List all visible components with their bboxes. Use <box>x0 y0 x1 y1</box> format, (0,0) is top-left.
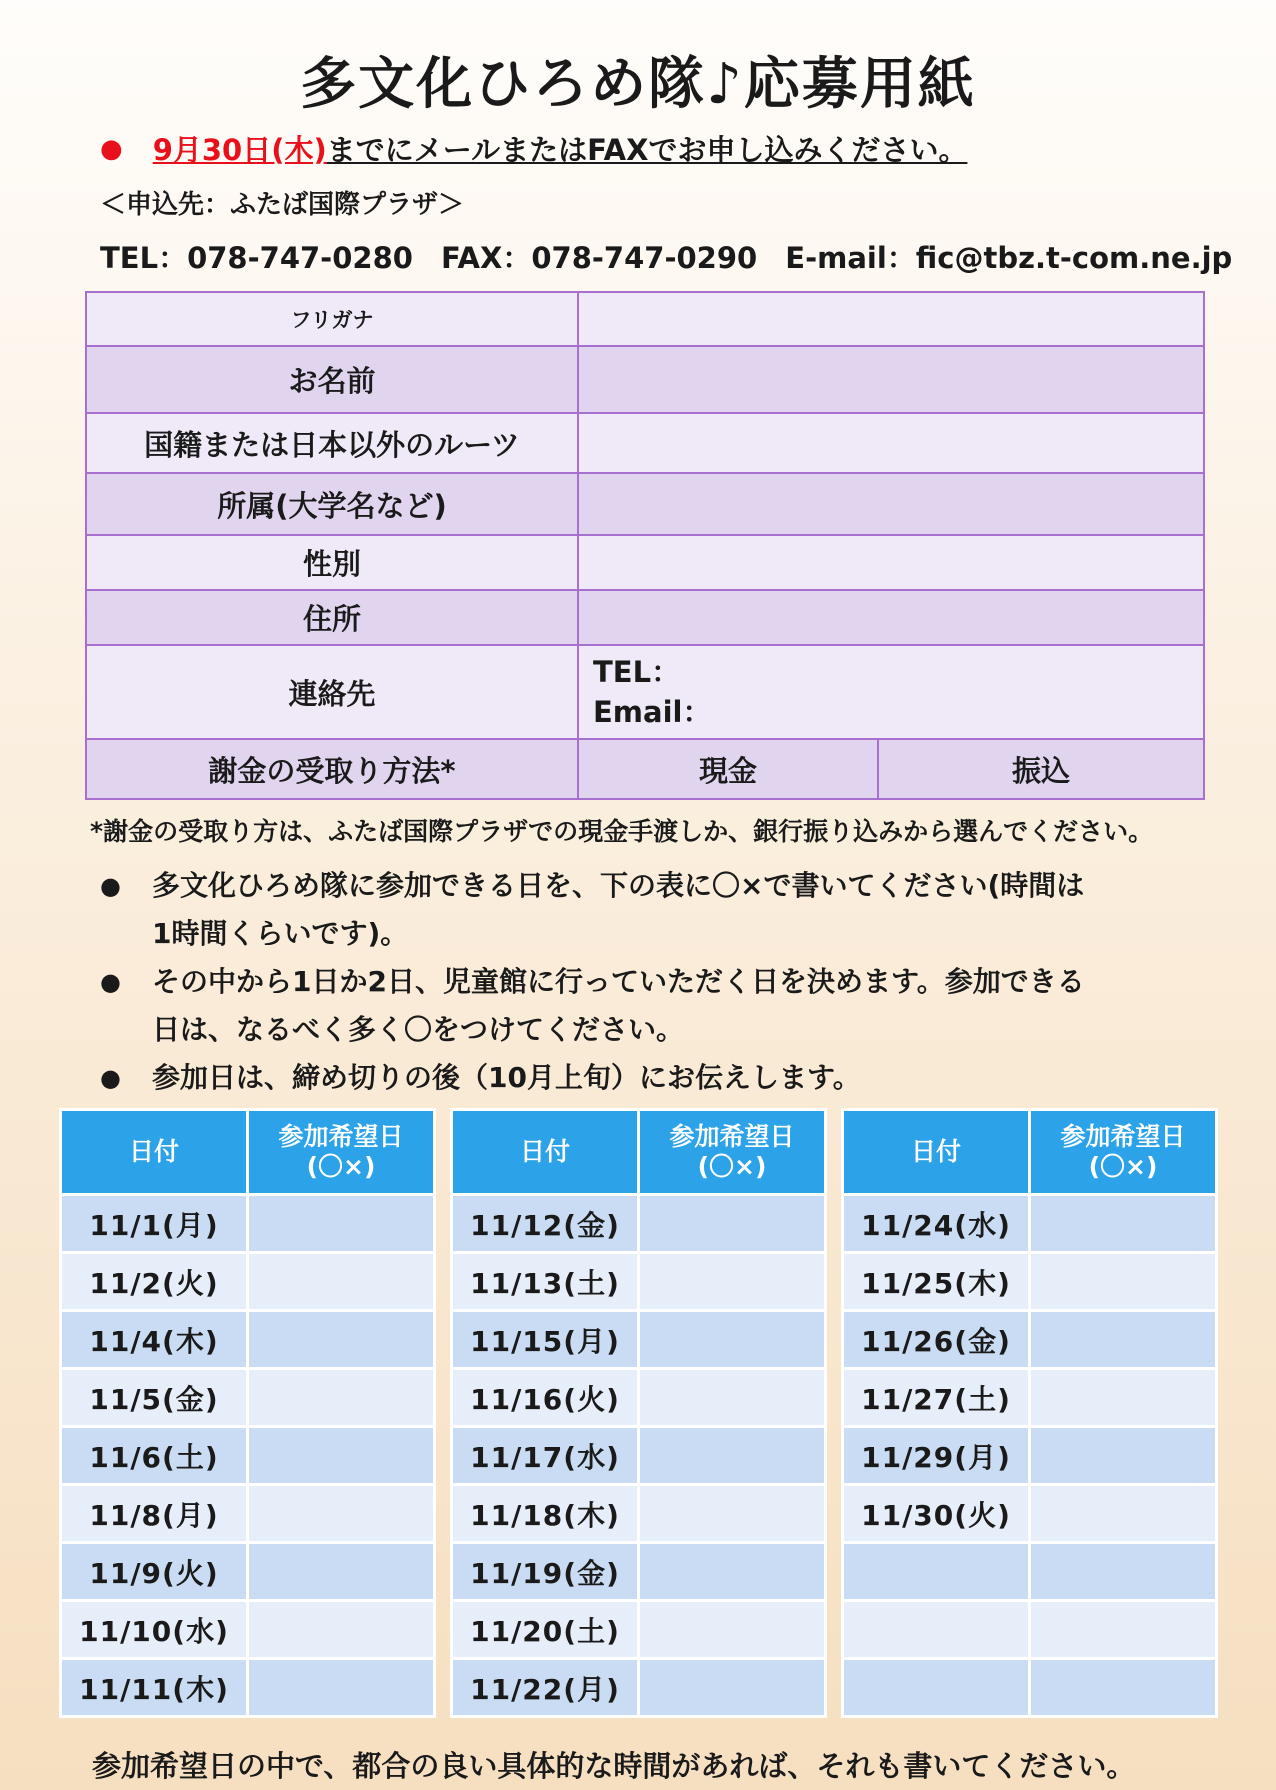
contact-fax: FAX：078-747-0290 <box>441 241 758 275</box>
date-cell <box>843 1601 1030 1659</box>
footer-note: 参加希望日の中で、都合の良い具体的な時間があれば、それも書いてください。 <box>92 1749 1136 1783</box>
wish-cell[interactable] <box>248 1485 435 1543</box>
wish-cell[interactable] <box>639 1195 826 1253</box>
date-cell: 11/9(火) <box>61 1543 248 1601</box>
contact-email[interactable]: E-mail：fic@tbz.t-com.ne.jp <box>785 241 1233 275</box>
gender-field[interactable] <box>578 535 1204 590</box>
wish-cell[interactable] <box>248 1195 435 1253</box>
schedule-table-1 <box>59 1108 436 1718</box>
instruction-item <box>100 958 1200 1054</box>
date-cell: 11/17(水) <box>452 1427 639 1485</box>
deadline-line <box>100 128 967 169</box>
wish-cell[interactable] <box>639 1253 826 1311</box>
furigana-label: フリガナ <box>86 292 578 346</box>
date-cell: 11/13(土) <box>452 1253 639 1311</box>
wish-header: 参加希望日 (〇×) <box>1030 1110 1217 1195</box>
wish-cell[interactable] <box>639 1659 826 1717</box>
contact-email-label: Email： <box>593 695 712 729</box>
date-cell: 11/1(月) <box>61 1195 248 1253</box>
wish-cell[interactable] <box>248 1253 435 1311</box>
deadline-text: までにメールまたはFAXでお申し込みください。 <box>326 133 968 167</box>
date-cell <box>843 1659 1030 1717</box>
instruction-text: 多文化ひろめ隊に参加できる日を、下の表に〇×で書いてください(時間は <box>152 869 1085 902</box>
wish-cell[interactable] <box>639 1311 826 1369</box>
wish-cell[interactable] <box>1030 1427 1217 1485</box>
wish-cell[interactable] <box>248 1369 435 1427</box>
date-cell: 11/30(火) <box>843 1485 1030 1543</box>
date-cell: 11/12(金) <box>452 1195 639 1253</box>
wish-cell[interactable] <box>639 1485 826 1543</box>
wish-cell[interactable] <box>639 1601 826 1659</box>
page-title: 多文化ひろめ隊♪応募用紙 <box>300 52 976 117</box>
date-cell: 11/27(土) <box>843 1369 1030 1427</box>
date-header: 日付 <box>843 1110 1030 1195</box>
wish-cell[interactable] <box>248 1659 435 1717</box>
date-cell <box>843 1543 1030 1601</box>
wish-cell[interactable] <box>1030 1601 1217 1659</box>
nationality-field[interactable] <box>578 413 1204 473</box>
bullet-dot-icon: ● <box>100 872 121 900</box>
date-cell: 11/4(木) <box>61 1311 248 1369</box>
date-cell: 11/29(月) <box>843 1427 1030 1485</box>
date-cell: 11/22(月) <box>452 1659 639 1717</box>
instruction-item <box>100 862 1200 958</box>
date-cell: 11/20(土) <box>452 1601 639 1659</box>
contact-info <box>100 236 1250 277</box>
wish-header: 参加希望日 (〇×) <box>639 1110 826 1195</box>
wish-cell[interactable] <box>639 1427 826 1485</box>
apply-to: ＜申込先：ふたば国際プラザ＞ <box>100 190 465 220</box>
date-header: 日付 <box>452 1110 639 1195</box>
payment-note: *謝金の受取り方は、ふたば国際プラザでの現金手渡しか、銀行振り込みから選んでください。 <box>90 817 1154 846</box>
payment-cash-option[interactable]: 現金 <box>578 739 878 799</box>
contact-label: 連絡先 <box>86 645 578 739</box>
wish-cell[interactable] <box>639 1543 826 1601</box>
name-label: お名前 <box>86 346 578 413</box>
date-cell: 11/11(木) <box>61 1659 248 1717</box>
gender-label: 性別 <box>86 535 578 590</box>
wish-cell[interactable] <box>1030 1485 1217 1543</box>
date-cell: 11/26(金) <box>843 1311 1030 1369</box>
deadline-date: 9月30日(木) <box>152 133 327 167</box>
date-cell: 11/24(水) <box>843 1195 1030 1253</box>
wish-cell[interactable] <box>1030 1369 1217 1427</box>
instruction-text: 日は、なるべく多く〇をつけてください。 <box>152 1013 685 1046</box>
wish-cell[interactable] <box>248 1427 435 1485</box>
instruction-item <box>100 1054 1200 1102</box>
wish-cell[interactable] <box>1030 1659 1217 1717</box>
furigana-field[interactable] <box>578 292 1204 346</box>
payment-transfer-option[interactable]: 振込 <box>878 739 1204 799</box>
payment-label: 謝金の受取り方法* <box>86 739 578 799</box>
instruction-text: その中から1日か2日、児童館に行っていただく日を決めます。参加できる <box>152 965 1085 998</box>
name-field[interactable] <box>578 346 1204 413</box>
wish-header: 参加希望日 (〇×) <box>248 1110 435 1195</box>
wish-cell[interactable] <box>1030 1311 1217 1369</box>
date-cell: 11/25(木) <box>843 1253 1030 1311</box>
date-cell: 11/15(月) <box>452 1311 639 1369</box>
date-header: 日付 <box>61 1110 248 1195</box>
instruction-text: 参加日は、締め切りの後（10月上旬）にお伝えします。 <box>152 1061 861 1094</box>
contact-tel-label: TEL： <box>593 655 681 689</box>
schedule-table-2 <box>450 1108 827 1718</box>
contact-field[interactable] <box>578 645 1204 739</box>
wish-cell[interactable] <box>1030 1253 1217 1311</box>
wish-cell[interactable] <box>248 1311 435 1369</box>
wish-cell[interactable] <box>1030 1543 1217 1601</box>
bullet-dot-icon: ● <box>100 1064 121 1092</box>
date-cell: 11/2(火) <box>61 1253 248 1311</box>
nationality-label: 国籍または日本以外のルーツ <box>86 413 578 473</box>
date-cell: 11/8(月) <box>61 1485 248 1543</box>
address-field[interactable] <box>578 590 1204 645</box>
date-cell: 11/16(火) <box>452 1369 639 1427</box>
bullet-dot-icon: ● <box>100 133 123 164</box>
date-cell: 11/19(金) <box>452 1543 639 1601</box>
instructions <box>100 862 1200 1102</box>
date-cell: 11/5(金) <box>61 1369 248 1427</box>
affiliation-label: 所属(大学名など) <box>86 473 578 535</box>
application-form <box>85 291 1205 800</box>
wish-cell[interactable] <box>248 1543 435 1601</box>
address-label: 住所 <box>86 590 578 645</box>
date-cell: 11/6(土) <box>61 1427 248 1485</box>
affiliation-field[interactable] <box>578 473 1204 535</box>
schedule-table-3 <box>841 1108 1218 1718</box>
instruction-text: 1時間くらいです)。 <box>152 917 409 950</box>
date-cell: 11/10(水) <box>61 1601 248 1659</box>
wish-cell[interactable] <box>1030 1195 1217 1253</box>
wish-cell[interactable] <box>639 1369 826 1427</box>
contact-tel: TEL：078-747-0280 <box>100 241 413 275</box>
date-cell: 11/18(木) <box>452 1485 639 1543</box>
wish-cell[interactable] <box>248 1601 435 1659</box>
bullet-dot-icon: ● <box>100 968 121 996</box>
